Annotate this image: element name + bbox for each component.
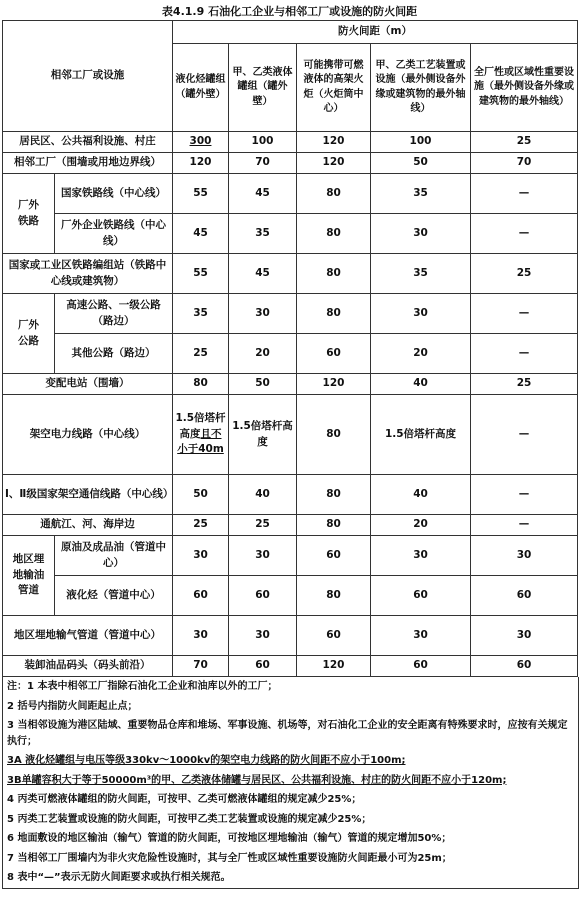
- table-row: [3, 536, 578, 576]
- cell: 80: [297, 515, 371, 536]
- note-2: 2 括号内指防火间距起止点；: [7, 700, 138, 712]
- table-row: [3, 214, 578, 254]
- table-row: [3, 254, 578, 294]
- header-col4: 甲、乙类工艺装置或设施（最外侧设备外缘或建筑物的最外轴线）: [371, 44, 471, 132]
- cell: 60: [297, 616, 371, 656]
- cell: 120: [297, 374, 371, 395]
- header-facility: 相邻工厂或设施: [3, 21, 173, 132]
- table-row: [3, 153, 578, 174]
- table-row: [3, 475, 578, 515]
- cell: 80: [297, 395, 371, 475]
- group-label-pipeline: 地区埋地输油管道: [3, 536, 55, 616]
- row-label: 装卸油品码头（码头前沿）: [3, 656, 173, 677]
- fire-distance-table: [2, 20, 578, 677]
- group-label-road: 厂外公路: [3, 294, 55, 374]
- row-label: 架空电力线路（中心线）: [3, 395, 173, 475]
- cell: —: [471, 174, 578, 214]
- cell: 40: [371, 374, 471, 395]
- cell: —: [471, 334, 578, 374]
- row-label: 高速公路、一级公路（路边）: [55, 294, 173, 334]
- cell: 120: [297, 656, 371, 677]
- cell: 40: [371, 475, 471, 515]
- cell: 30: [371, 536, 471, 576]
- cell: 60: [371, 576, 471, 616]
- cell: 60: [229, 656, 297, 677]
- header-col3: 可能携带可燃液体的高架火炬（火炬筒中心）: [297, 44, 371, 132]
- cell: 80: [297, 174, 371, 214]
- cell: 70: [173, 656, 229, 677]
- row-label: 液化烃（管道中心）: [55, 576, 173, 616]
- cell: —: [471, 395, 578, 475]
- cell: 20: [371, 334, 471, 374]
- table-row: [3, 395, 578, 475]
- row-label: 通航江、河、海岸边: [3, 515, 173, 536]
- note-4: 4 丙类可燃液体罐组的防火间距，可按甲、乙类可燃液体罐组的规定减少25%；: [7, 794, 362, 805]
- cell: 45: [229, 174, 297, 214]
- note-3: 3 当相邻设施为港区陆域、重要物品仓库和堆场、军事设施、机场等，对石油化工企业的安全距离有特殊要求时，应按有关规定执行；: [7, 720, 568, 747]
- cell: 60: [297, 536, 371, 576]
- cell: 35: [229, 214, 297, 254]
- cell: 25: [229, 515, 297, 536]
- note-7: 7 当相邻工厂围墙内为非火灾危险性设施时，其与全厂性或区域性重要设施防火间距最小可为25m；: [7, 852, 452, 864]
- cell: 20: [371, 515, 471, 536]
- table-row: [3, 334, 578, 374]
- cell: —: [471, 294, 578, 334]
- table-row: [3, 576, 578, 616]
- cell: 50: [229, 374, 297, 395]
- cell: 1.5倍塔杆高度: [229, 395, 297, 475]
- cell: 80: [173, 374, 229, 395]
- cell: 100: [371, 132, 471, 153]
- cell: 50: [173, 475, 229, 515]
- cell: 25: [471, 374, 578, 395]
- cell: 30: [229, 616, 297, 656]
- cell: 120: [297, 153, 371, 174]
- cell: 80: [297, 214, 371, 254]
- cell-text-underlined: 且不小于40m: [177, 427, 224, 456]
- cell: —: [471, 214, 578, 254]
- cell: 60: [471, 656, 578, 677]
- cell: 35: [371, 254, 471, 294]
- row-label: 地区埋地输气管道（管道中心）: [3, 616, 173, 656]
- cell: —: [471, 475, 578, 515]
- cell: 55: [173, 174, 229, 214]
- cell: 100: [229, 132, 297, 153]
- cell: 40: [229, 475, 297, 515]
- cell: 20: [229, 334, 297, 374]
- cell: 25: [471, 254, 578, 294]
- note-5: 5 丙类工艺装置或设施的防火间距，可按甲乙类工艺装置或设施的规定减少25%；: [7, 813, 372, 825]
- cell: 80: [297, 576, 371, 616]
- table-notes: [2, 677, 579, 889]
- table-row: [3, 616, 578, 656]
- cell: 120: [297, 132, 371, 153]
- cell: 30: [471, 536, 578, 576]
- cell: 80: [297, 475, 371, 515]
- cell-text: 1.5倍塔杆高度: [175, 411, 226, 440]
- cell: 80: [297, 294, 371, 334]
- row-label: 原油及成品油（管道中心）: [55, 536, 173, 576]
- row-label: 厂外企业铁路线（中心线）: [55, 214, 173, 254]
- table-title: 表4.1.9 石油化工企业与相邻工厂或设施的防火间距: [161, 5, 418, 18]
- header-col2: 甲、乙类液体罐组（罐外壁）: [229, 44, 297, 132]
- header-col1: 液化烃罐组（罐外壁）: [173, 44, 229, 132]
- note-3a: 3A 液化烃罐组与电压等级330kv～1000kv的架空电力线路的防火间距不应小于100m;: [7, 755, 406, 766]
- row-label: 国家或工业区铁路编组站（铁路中心线或建筑物）: [3, 254, 173, 294]
- cell: 25: [173, 515, 229, 536]
- row-label: 相邻工厂（围墙或用地边界线）: [3, 153, 173, 174]
- note-3b: 3B单罐容积大于等于50000m³的甲、乙类液体储罐与居民区、公共福利设施、村庄的防火间距不应小于120m;: [7, 774, 507, 786]
- cell: 30: [371, 616, 471, 656]
- cell: 30: [229, 294, 297, 334]
- cell: 30: [229, 536, 297, 576]
- cell: 45: [173, 214, 229, 254]
- cell: 35: [371, 174, 471, 214]
- table-row: [3, 374, 578, 395]
- cell: 300: [173, 132, 229, 153]
- cell: 30: [471, 616, 578, 656]
- row-label: Ⅰ、Ⅱ级国家架空通信线路（中心线）: [3, 475, 173, 515]
- cell: 70: [471, 153, 578, 174]
- cell: 55: [173, 254, 229, 294]
- note-8: 8 表中“—”表示无防火间距要求或执行相关规范。: [7, 872, 231, 883]
- row-label: 其他公路（路边）: [55, 334, 173, 374]
- note-1: 注：1 本表中相邻工厂指除石油化工企业和油库以外的工厂；: [7, 681, 278, 692]
- cell: [173, 395, 229, 475]
- cell: 80: [297, 254, 371, 294]
- row-label: 国家铁路线（中心线）: [55, 174, 173, 214]
- cell: 120: [173, 153, 229, 174]
- cell: 25: [471, 132, 578, 153]
- table-row: [3, 174, 578, 214]
- row-label: 居民区、公共福利设施、村庄: [3, 132, 173, 153]
- header-group: 防火间距（m）: [173, 21, 578, 44]
- cell: 25: [173, 334, 229, 374]
- cell: 60: [229, 576, 297, 616]
- cell: 30: [371, 214, 471, 254]
- note-6: 6 地面敷设的地区输油（输气）管道的防火间距，可按地区埋地输油（输气）管道的规定增加50%；: [7, 833, 452, 844]
- table-row: [3, 294, 578, 334]
- cell: 70: [229, 153, 297, 174]
- cell: 60: [471, 576, 578, 616]
- cell: 30: [371, 294, 471, 334]
- table-row: [3, 132, 578, 153]
- cell: 30: [173, 616, 229, 656]
- cell: 1.5倍塔杆高度: [371, 395, 471, 475]
- row-label: 变配电站（围墙）: [3, 374, 173, 395]
- cell: —: [471, 515, 578, 536]
- cell: 50: [371, 153, 471, 174]
- cell: 60: [371, 656, 471, 677]
- document-page: [2, 0, 577, 889]
- cell: 30: [173, 536, 229, 576]
- table-row: [3, 656, 578, 677]
- header-col5: 全厂性或区域性重要设施（最外侧设备外缘或建筑物的最外轴线）: [471, 44, 578, 132]
- table-row: [3, 515, 578, 536]
- group-label-rail: 厂外铁路: [3, 174, 55, 254]
- cell: 60: [297, 334, 371, 374]
- cell: 45: [229, 254, 297, 294]
- cell: 60: [173, 576, 229, 616]
- cell: 35: [173, 294, 229, 334]
